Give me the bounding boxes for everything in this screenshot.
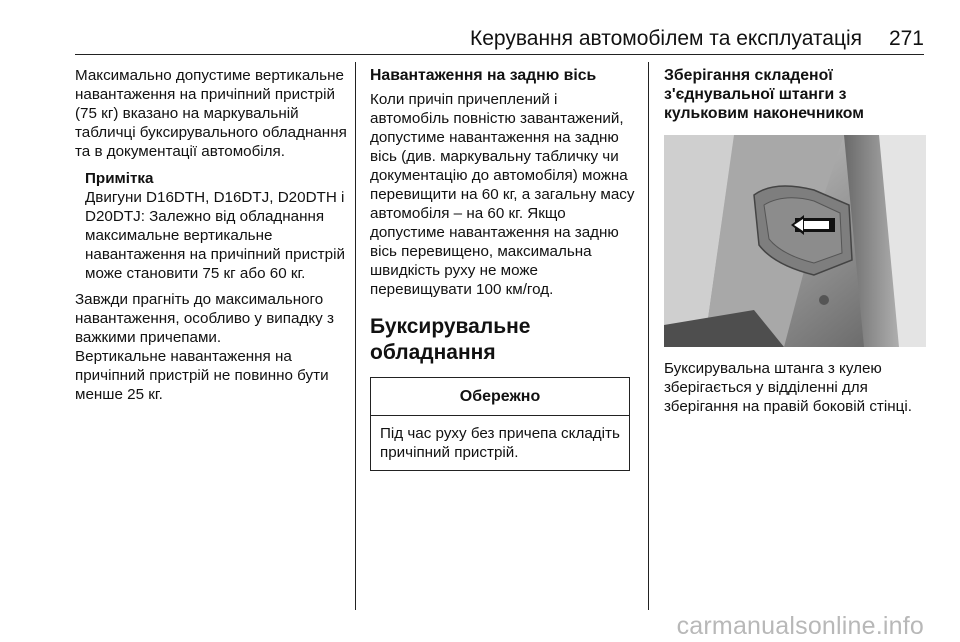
column-divider: [648, 62, 649, 610]
watermark: carmanualsonline.info: [676, 612, 924, 640]
page-number: 271: [888, 27, 924, 50]
column-right: [664, 66, 934, 416]
note-text: Двигуни D16DTH, D16DTJ, D20DTH і D20DTJ: Залежно від обладнання максимальне вертикальне навантаження на причіпний пристрій може становити 75 кг або 60 кг.: [85, 189, 345, 282]
paragraph: Коли причіп причеплений і автомобіль повністю завантажений, допустиме навантаження на задню вісь (див. маркувальну табличку чи документацію до автомобіля) можна перевищити на 60 кг, а загальну масу автомобіля – на 60 кг. Якщо допустиме навантаження на задню вісь перевищено, максимальна швидкість руху не може перевищувати 100 км/год.: [370, 91, 635, 298]
paragraph: Завжди прагніть до максимального навантаження, особливо у випадку з важкими причепами.: [75, 291, 334, 346]
subheading-storage: Зберігання складеної з'єднувальної штанги з кульковим наконечником: [664, 67, 864, 122]
trunk-photo-illustration: [664, 135, 926, 347]
caution-box: [370, 377, 630, 471]
caution-title: Обережно: [371, 378, 629, 416]
column-divider: [355, 62, 356, 610]
note-block: [85, 169, 350, 283]
note-title: Примітка: [85, 170, 154, 187]
column-middle: [370, 66, 640, 471]
header-rule: [75, 54, 924, 55]
running-header: Керування автомобілем та експлуатація: [470, 27, 863, 50]
subheading-rear-axle: Навантаження на задню вісь: [370, 67, 597, 84]
image-caption: Буксирувальна штанга з кулею зберігається у відділенні для зберігання на правій боковій стінці.: [664, 360, 912, 415]
trunk-storage-photo: [664, 135, 926, 347]
paragraph: Максимально допустиме вертикальне навантаження на причіпний пристрій (75 кг) вказано на маркувальній табличці буксирувального обладнання та в документації автомобіля.: [75, 67, 347, 160]
column-left: [75, 66, 350, 404]
section-heading-towing: Буксирувальне обладнання: [370, 315, 531, 364]
paragraph: Вертикальне навантаження на причіпний пристрій не повинно бути менше 25 кг.: [75, 348, 329, 403]
caution-text: Під час руху без причепа складіть причіпний пристрій.: [380, 425, 620, 461]
